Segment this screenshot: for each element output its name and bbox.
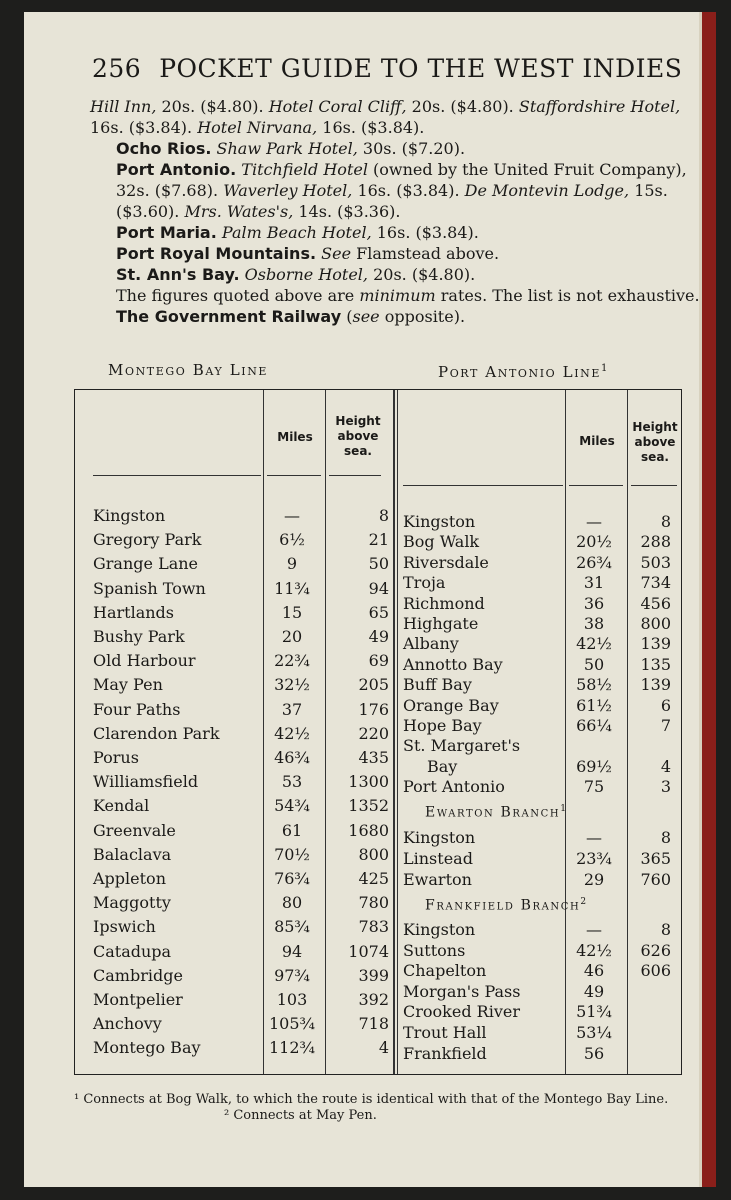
text-run: St. Ann's Bay. (116, 265, 240, 284)
station-name: Old Harbour (93, 651, 196, 671)
footnote-2: ² Connects at May Pen. (224, 1108, 377, 1123)
text-run: 16s. ($3.84). (90, 118, 198, 137)
station-row (403, 870, 679, 894)
station-height: 220 (358, 723, 389, 743)
railway-table (74, 389, 682, 1075)
station-name: Kingston (403, 920, 476, 939)
station-height: 4 (378, 1038, 389, 1058)
station-miles: 15 (281, 602, 303, 622)
station-height: 780 (358, 893, 389, 913)
montego-line-title (108, 361, 268, 379)
station-name: Greenvale (93, 820, 176, 840)
station-name: Appleton (93, 869, 166, 888)
text-run: De Montevin Lodge, (464, 181, 630, 200)
station-row (93, 772, 389, 796)
station-miles: 53¼ (576, 1023, 612, 1042)
station-height: 718 (358, 1014, 389, 1034)
station-miles: 11¾ (274, 578, 310, 598)
station-name: Highgate (403, 614, 479, 633)
station-name: Albany (403, 634, 459, 654)
text-run: Shaw Park Hotel, (216, 139, 358, 158)
station-miles: — (586, 828, 602, 847)
station-miles: 42½ (576, 634, 612, 654)
station-miles: 61 (281, 820, 303, 840)
station-miles: 54¾ (274, 796, 310, 816)
station-name: Kendal (93, 796, 150, 816)
station-miles: 51¾ (576, 1002, 612, 1022)
text-run: 30s. ($7.20). (357, 139, 466, 158)
station-height: 21 (368, 530, 389, 550)
station-name: Kingston (93, 506, 166, 525)
station-height: 94 (368, 578, 389, 598)
station-height: 8 (660, 512, 671, 531)
station-height: 606 (640, 961, 671, 981)
antonio-line-title-text: Port Antonio Line (438, 363, 602, 381)
station-height: 4 (660, 756, 671, 776)
station-miles: 103 (276, 990, 308, 1009)
station-height: 69 (368, 651, 389, 671)
station-row (93, 651, 389, 675)
station-miles: 42½ (274, 723, 310, 743)
station-row (93, 578, 389, 603)
text-run: Hill Inn, (90, 97, 157, 116)
text-run: 16s. ($3.84). (371, 223, 479, 242)
station-miles: 80 (281, 893, 303, 913)
station-name: Morgan's Pass (403, 981, 521, 1001)
montego-height-header: Height above sea. (335, 414, 381, 458)
station-height: 800 (640, 614, 671, 633)
station-name: Crooked River (403, 1002, 520, 1022)
text-run: 20s. ($4.80). (406, 97, 519, 116)
station-name: Ewarton (403, 870, 472, 889)
page-header (92, 54, 682, 83)
station-row (93, 1038, 389, 1062)
station-name: Bushy Park (93, 627, 185, 646)
station-name: St. Margaret's (403, 736, 521, 756)
station-row (93, 1014, 389, 1038)
book-cover-edge (702, 12, 716, 1187)
station-miles: — (586, 512, 602, 531)
station-miles: 75 (583, 777, 605, 797)
ewarton-footnote-mark: 1 (560, 804, 568, 814)
station-miles: 61½ (576, 695, 612, 715)
station-height: 760 (640, 870, 671, 889)
station-height: 288 (640, 532, 671, 552)
station-height: 503 (640, 552, 671, 572)
station-name: Montpelier (93, 990, 183, 1009)
station-height: 1352 (348, 796, 389, 816)
station-height: 8 (378, 506, 389, 525)
text-run: Hotel Coral Cliff, (268, 97, 407, 116)
station-row (93, 820, 389, 845)
station-miles: 112¾ (268, 1038, 316, 1058)
text-run: Port Maria. (116, 223, 217, 242)
station-name: Catadupa (93, 941, 172, 961)
station-row (93, 530, 389, 554)
station-height: 139 (640, 675, 671, 695)
book-page (24, 12, 716, 1187)
text-paragraph (90, 306, 702, 327)
text-run: Waverley Hotel, (223, 181, 353, 200)
station-height: 800 (358, 844, 389, 864)
station-miles: 69½ (576, 756, 612, 776)
station-name: Kingston (403, 828, 476, 847)
station-height: 626 (640, 940, 671, 960)
station-row (93, 869, 389, 893)
frankfield-branch-title-text: Frankfield Branch (425, 897, 581, 914)
text-run: Palm Beach Hotel, (221, 223, 372, 242)
station-row (93, 602, 389, 627)
station-miles: 76¾ (274, 869, 310, 888)
station-miles: 26¾ (576, 552, 612, 572)
station-name: Port Antonio (403, 777, 505, 797)
text-paragraph (90, 222, 702, 243)
station-height: 6 (660, 695, 671, 715)
station-miles: — (284, 506, 300, 525)
station-name: Ipswich (93, 917, 156, 937)
text-run: 16s. ($3.84). (352, 181, 465, 200)
text-run: 20s. ($4.80). (368, 265, 476, 284)
text-run: rates. The list is not exhaustive. (435, 286, 700, 305)
station-name: Riversdale (403, 552, 489, 572)
station-height: 425 (358, 869, 389, 888)
station-miles: 50 (583, 654, 605, 674)
text-run: Staffordshire Hotel, (518, 97, 681, 116)
antonio-miles-header: Miles (579, 434, 615, 448)
station-height: 65 (368, 602, 389, 622)
station-miles: 105¾ (268, 1014, 316, 1034)
station-height: 205 (358, 675, 389, 695)
station-name: Grange Lane (93, 554, 199, 574)
station-height: 399 (358, 965, 389, 985)
text-paragraph (90, 264, 702, 285)
station-miles: 29 (583, 870, 605, 889)
station-miles: — (586, 920, 602, 939)
station-name: Four Paths (93, 699, 181, 719)
station-miles: 22¾ (274, 651, 310, 671)
station-name: Troja (403, 573, 446, 593)
text-run: Titchfield Hotel (241, 160, 368, 179)
text-paragraph (90, 285, 702, 306)
station-miles: 46 (583, 961, 605, 981)
station-miles: 46¾ (274, 748, 310, 767)
station-name: Bog Walk (403, 532, 480, 552)
station-row (403, 1044, 679, 1068)
station-miles: 49 (583, 981, 605, 1001)
station-height: 3 (660, 777, 671, 797)
station-height: 139 (640, 634, 671, 654)
station-name: Frankfield (403, 1043, 487, 1063)
footnote-1: ¹ Connects at Bog Walk, to which the route is identical with that of the Montego Bay Line. (74, 1092, 669, 1107)
station-miles: 6½ (279, 530, 305, 550)
station-height: 135 (640, 654, 671, 674)
station-name: Suttons (403, 940, 466, 960)
station-row (93, 990, 389, 1014)
station-name: Linstead (403, 849, 473, 868)
station-row (93, 796, 389, 820)
text-run: See (321, 244, 352, 263)
station-row (93, 506, 389, 530)
station-name: Gregory Park (93, 530, 202, 550)
station-row (93, 699, 389, 724)
station-name: Anchovy (93, 1014, 162, 1034)
antonio-footnote-mark: 1 (601, 363, 610, 374)
station-height: 1300 (348, 772, 389, 792)
frankfield-footnote-mark: 2 (580, 897, 588, 907)
station-row (93, 627, 389, 651)
text-run: see (352, 307, 380, 326)
station-height: 734 (640, 573, 671, 593)
footnotes (74, 1092, 694, 1124)
station-miles: 32½ (274, 675, 310, 695)
station-row (93, 965, 389, 990)
text-run: The Government Railway (116, 307, 342, 326)
page-number: 256 (92, 54, 142, 83)
station-row (93, 554, 389, 578)
text-run: opposite). (379, 307, 466, 326)
text-run: 15s. ($3.60). (116, 181, 668, 221)
station-name: Buff Bay (403, 675, 472, 695)
frankfield-branch-title (425, 897, 588, 914)
station-miles: 66¼ (576, 716, 612, 735)
station-row (93, 723, 389, 748)
station-height: 365 (640, 849, 671, 868)
station-row (93, 917, 389, 941)
page-title: POCKET GUIDE TO THE WEST INDIES (159, 54, 683, 83)
station-name: Porus (93, 748, 139, 767)
station-height: 50 (368, 554, 389, 574)
antonio-line-title (438, 363, 609, 381)
text-paragraph (90, 138, 702, 159)
station-miles: 56 (583, 1043, 605, 1063)
station-height: 1074 (348, 941, 389, 961)
text-paragraph (90, 243, 702, 264)
text-run: Port Antonio. (116, 160, 237, 179)
station-name: Spanish Town (93, 578, 206, 598)
station-name: Hope Bay (403, 716, 482, 735)
station-name: Bay (427, 756, 458, 776)
station-height: 1680 (348, 820, 389, 840)
text-run: Port Royal Mountains. (116, 244, 317, 263)
station-height: 783 (358, 917, 389, 937)
text-run: Flamstead above. (351, 244, 500, 263)
station-miles: 85¾ (274, 917, 310, 937)
station-miles: 38 (583, 614, 605, 633)
station-row (403, 777, 679, 801)
station-name: Trout Hall (403, 1023, 487, 1042)
station-row (93, 941, 389, 966)
text-paragraph (90, 159, 702, 222)
text-paragraph (90, 96, 702, 138)
station-miles: 36 (583, 593, 605, 613)
station-row (93, 675, 389, 699)
station-miles: 23¾ (576, 849, 612, 868)
station-height: 7 (660, 716, 671, 735)
montego-line-title-text: Montego Bay Line (108, 361, 269, 379)
station-name: Orange Bay (403, 695, 499, 715)
station-height: 8 (660, 920, 671, 939)
station-name: Richmond (403, 593, 485, 613)
station-miles: 53 (281, 772, 303, 792)
station-name: Balaclava (93, 844, 172, 864)
station-name: Chapelton (403, 961, 487, 981)
station-name: Kingston (403, 512, 476, 531)
text-run: (owned by the United Fruit Company), 32s. ($7.68). (116, 160, 687, 200)
antonio-height-header: Height above sea. (632, 420, 678, 464)
station-miles: 42½ (576, 940, 612, 960)
station-name: Maggotty (93, 893, 171, 913)
station-height: 392 (358, 990, 389, 1009)
ewarton-branch-title-text: Ewarton Branch (425, 804, 561, 821)
text-run: 16s. ($3.84). (317, 118, 425, 137)
text-run: 14s. ($3.36). (293, 202, 401, 221)
hotel-list-text (90, 96, 702, 327)
station-height: 435 (358, 748, 389, 767)
text-run: The figures quoted above are (116, 286, 360, 305)
station-row (93, 893, 389, 917)
station-miles: 37 (281, 699, 303, 719)
ewarton-branch-title (425, 804, 568, 821)
station-name: Hartlands (93, 602, 174, 622)
station-miles: 9 (286, 554, 298, 574)
station-miles: 31 (583, 573, 605, 593)
station-name: Montego Bay (93, 1038, 201, 1058)
station-name: May Pen (93, 675, 163, 695)
text-run: ( (341, 307, 353, 326)
text-run: 20s. ($4.80). (156, 97, 269, 116)
station-miles: 20½ (576, 532, 612, 552)
station-height: 8 (660, 828, 671, 847)
text-run: Ocho Rios. (116, 139, 212, 158)
station-height: 176 (358, 699, 389, 719)
station-miles: 94 (281, 941, 303, 961)
montego-miles-header: Miles (277, 430, 313, 444)
text-run: Mrs. Wates's, (184, 202, 294, 221)
text-run: Hotel Nirvana, (197, 118, 318, 137)
text-run: minimum (359, 286, 436, 305)
station-row (93, 748, 389, 772)
station-name: Williamsfield (93, 772, 199, 792)
station-height: 49 (368, 627, 389, 646)
station-name: Cambridge (93, 965, 183, 985)
station-miles: 70½ (274, 844, 310, 864)
station-name: Annotto Bay (403, 654, 503, 674)
station-row (93, 844, 389, 869)
station-miles: 58½ (576, 675, 612, 695)
text-run: Osborne Hotel, (244, 265, 369, 284)
station-miles: 97¾ (274, 965, 310, 985)
station-name: Clarendon Park (93, 723, 220, 743)
station-height: 456 (640, 593, 671, 613)
station-miles: 20 (281, 627, 303, 646)
